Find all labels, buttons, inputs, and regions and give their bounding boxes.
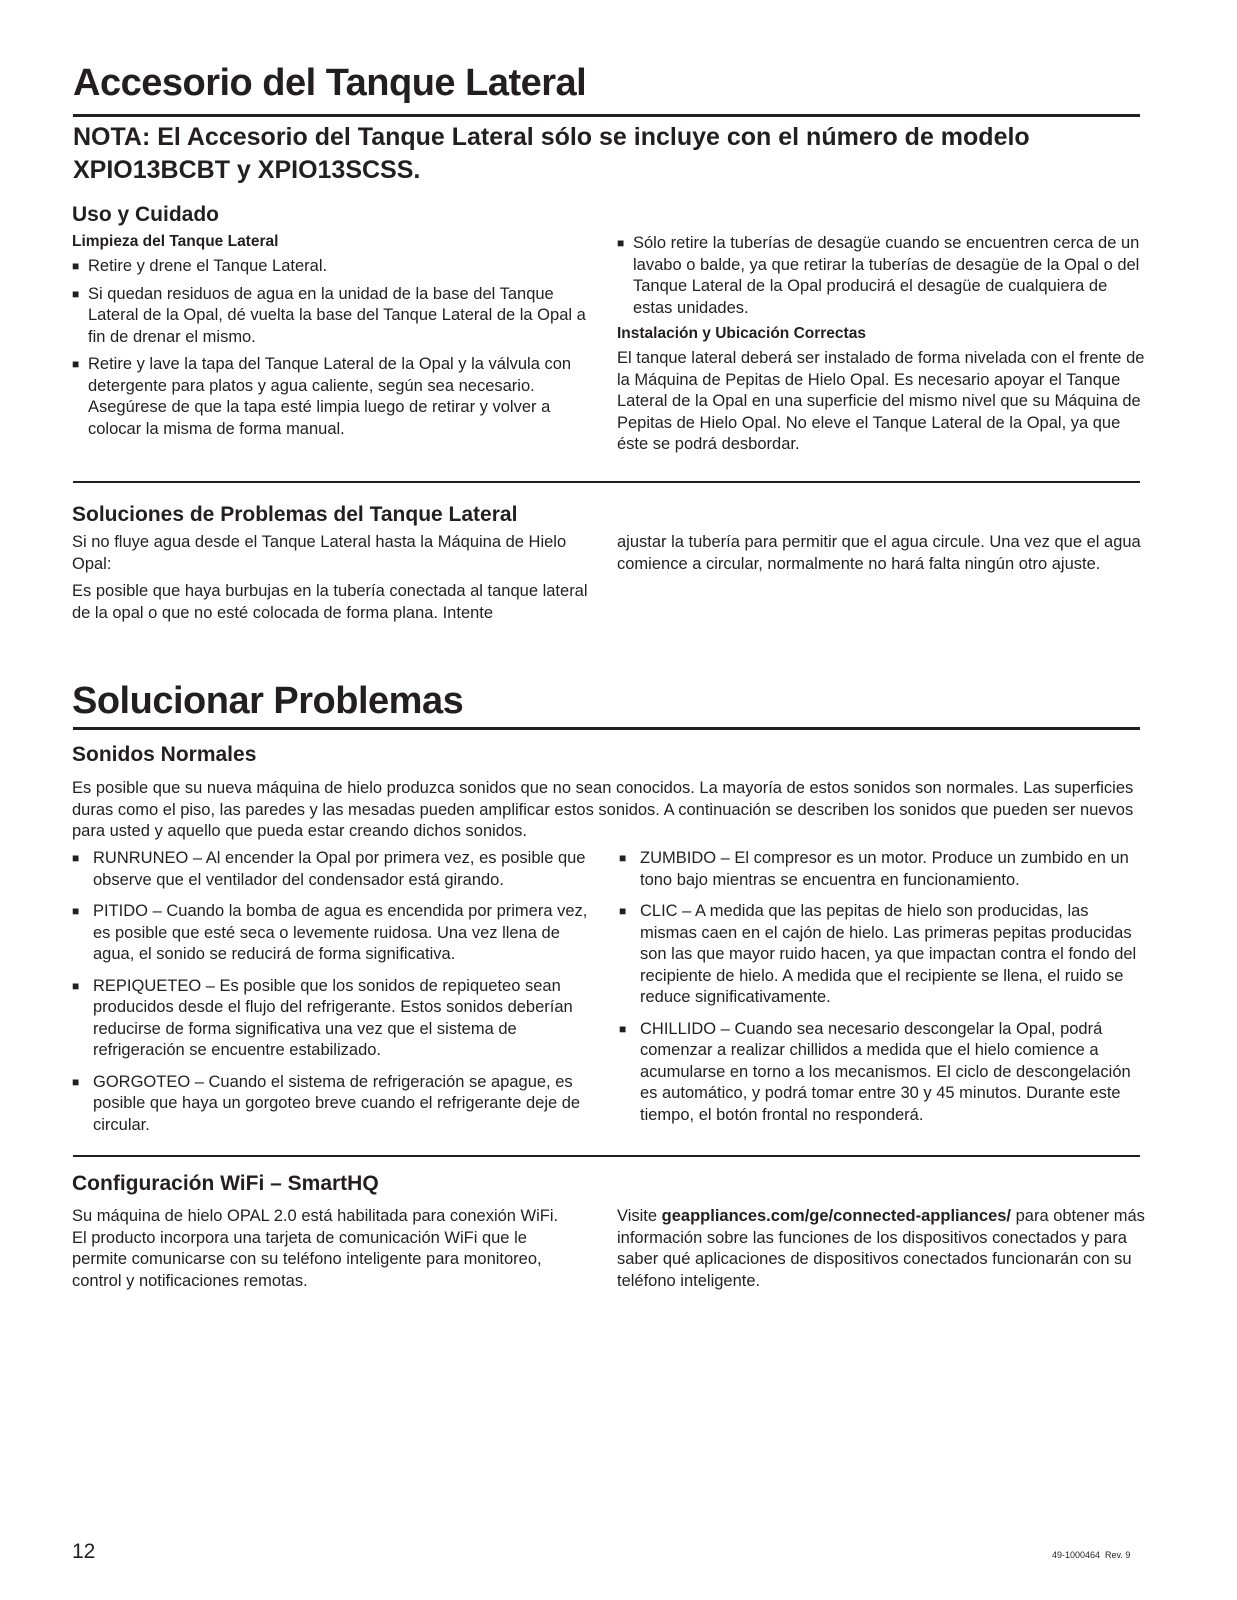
divider	[73, 481, 1140, 483]
soluciones-paragraph: Es posible que haya burbujas en la tubería conectada al tanque lateral de la opal o que no esté colocada de forma plana. Intente	[72, 582, 588, 622]
list-item: ■ RUNRUNEO – Al encender la Opal por primera vez, es posible que observe que el ventilador del condensador está girando.	[72, 848, 600, 891]
soluciones-paragraph: Si no fluye agua desde el Tanque Lateral hasta la Máquina de Hielo Opal:	[72, 533, 567, 573]
list-item: ■ GORGOTEO – Cuando el sistema de refrigeración se apague, es posible que haya un gorgoteo breve cuando el refrigerante deje de circular.	[72, 1072, 600, 1137]
limpieza-list-continued	[617, 233, 1147, 319]
divider	[73, 727, 1140, 730]
list-item: ■ ZUMBIDO – El compresor es un motor. Produce un zumbido en un tono bajo mientras se encuentra en funcionamiento.	[619, 848, 1147, 891]
soluciones-left-column	[72, 532, 592, 630]
document-number: 49-1000464 Rev. 9	[1052, 1550, 1131, 1560]
uso-cuidado-right-column	[617, 233, 1147, 462]
soluciones-paragraph: ajustar la tubería para permitir que el agua circule. Una vez que el agua comience a circular, normalmente no hará falta ningún otro ajuste.	[617, 533, 1141, 573]
wifi-heading: Configuración WiFi – SmartHQ	[72, 1172, 379, 1195]
sonidos-heading: Sonidos Normales	[72, 743, 257, 766]
section-title-accesorio: Accesorio del Tanque Lateral	[73, 62, 587, 104]
wifi-info	[617, 1206, 1147, 1292]
wifi-visit-label: Visite	[617, 1207, 662, 1225]
wifi-text: Su máquina de hielo OPAL 2.0 está habilitada para conexión WiFi. El producto incorpora una tarjeta de comunicación WiFi que le permite comunicarse con su teléfono inteligente para monitoreo, control y notificaciones remotas.	[72, 1207, 559, 1290]
instalacion-heading: Instalación y Ubicación Correctas	[617, 325, 866, 342]
section-title-solucionar: Solucionar Problemas	[72, 680, 464, 722]
limpieza-heading: Limpieza del Tanque Lateral	[72, 233, 279, 250]
wifi-left-column	[72, 1206, 572, 1298]
divider	[73, 1155, 1140, 1157]
sonidos-list	[619, 848, 1147, 1126]
list-item: ■ Retire y drene el Tanque Lateral.	[72, 256, 600, 278]
list-item: ■ CHILLIDO – Cuando sea necesario descongelar la Opal, podrá comenzar a realizar chillidos a medida que el hielo comience a acumularse en torno a los mecanismos. El ciclo de descongelación es automático, y podrá tomar entre 30 y 45 minutos. Durante este tiempo, el botón frontal no responderá.	[619, 1019, 1147, 1127]
uso-cuidado-left-column	[72, 233, 600, 446]
instalacion-text: El tanque lateral deberá ser instalado de forma nivelada con el frente de la Máquina de Pepitas de Hielo Opal. Es necesario apoyar el Tanque Lateral de la Opal en una superficie del mismo nivel que su Máquina de Pepitas de Hielo Opal. No eleve el Tanque Lateral de la Opal, ya que éste se podrá desbordar.	[617, 349, 1145, 453]
divider	[73, 114, 1140, 117]
wifi-right-column	[617, 1206, 1147, 1298]
list-item: ■ CLIC – A medida que las pepitas de hielo son producidas, las mismas caen en el cajón de hielo. Las primeras pepitas producidas son las que mayor ruido hacen, ya que impactan contra el fondo del recipiente de hielo. A medida que el recipiente se llena, el ruido se reduce significativamente.	[619, 901, 1147, 1009]
connected-appliances-link[interactable]: geappliances.com/ge/connected-appliances/	[661, 1207, 1012, 1225]
sonidos-left-column	[72, 848, 600, 1146]
list-item: ■ PITIDO – Cuando la bomba de agua es encendida por primera vez, es posible que esté seca o levemente ruidosa. Una vez llena de agua, el sonido se reducirá de forma significativa.	[72, 901, 600, 966]
sonidos-intro: Es posible que su nueva máquina de hielo produzca sonidos que no sean conocidos. La mayoría de estos sonidos son normales. Las superficies duras como el piso, las paredes y las mesadas pueden amplificar estos sonidos. A continuación se describen los sonidos que pueden ser nuevos para usted y aquello que pueda estar creando dichos sonidos.	[72, 779, 1134, 840]
list-item: ■ Sólo retire la tuberías de desagüe cuando se encuentren cerca de un lavabo o balde, ya que retirar la tuberías de desagüe de la Opal o del Tanque Lateral de la Opal producirá el desagüe de cualquiera de estas unidades.	[617, 233, 1147, 319]
uso-cuidado-heading: Uso y Cuidado	[72, 203, 220, 226]
model-note: NOTA: El Accesorio del Tanque Lateral sólo se incluye con el número de modelo XPIO13BCBT y XPIO13SCSS.	[73, 123, 1030, 184]
soluciones-heading: Soluciones de Problemas del Tanque Lateral	[72, 503, 518, 526]
sonidos-list	[72, 848, 600, 1136]
page-number: 12	[72, 1540, 96, 1563]
list-item: ■ Si quedan residuos de agua en la unidad de la base del Tanque Lateral de la Opal, dé vuelta la base del Tanque Lateral de la Opal a fin de drenar el mismo.	[72, 284, 600, 349]
wifi-info-text: para obtener más información sobre las funciones de los dispositivos conectados y para saber qué aplicaciones de dispositivos conectados funcionarán con su teléfono inteligente.	[617, 1207, 1145, 1290]
sonidos-right-column	[619, 848, 1147, 1136]
list-item: ■ REPIQUETEO – Es posible que los sonidos de repiqueteo sean producidos desde el flujo del refrigerante. Estos sonidos deberían reducirse de forma significativa una vez que el sistema de refrigeración se encuentre estabilizado.	[72, 976, 600, 1062]
list-item: ■ Retire y lave la tapa del Tanque Lateral de la Opal y la válvula con detergente para platos y agua caliente, según sea necesario. Asegúrese de que la tapa esté limpia luego de retirar y volver a colocar la misma de forma manual.	[72, 354, 600, 440]
limpieza-list	[72, 256, 600, 440]
soluciones-right-column	[617, 532, 1147, 581]
